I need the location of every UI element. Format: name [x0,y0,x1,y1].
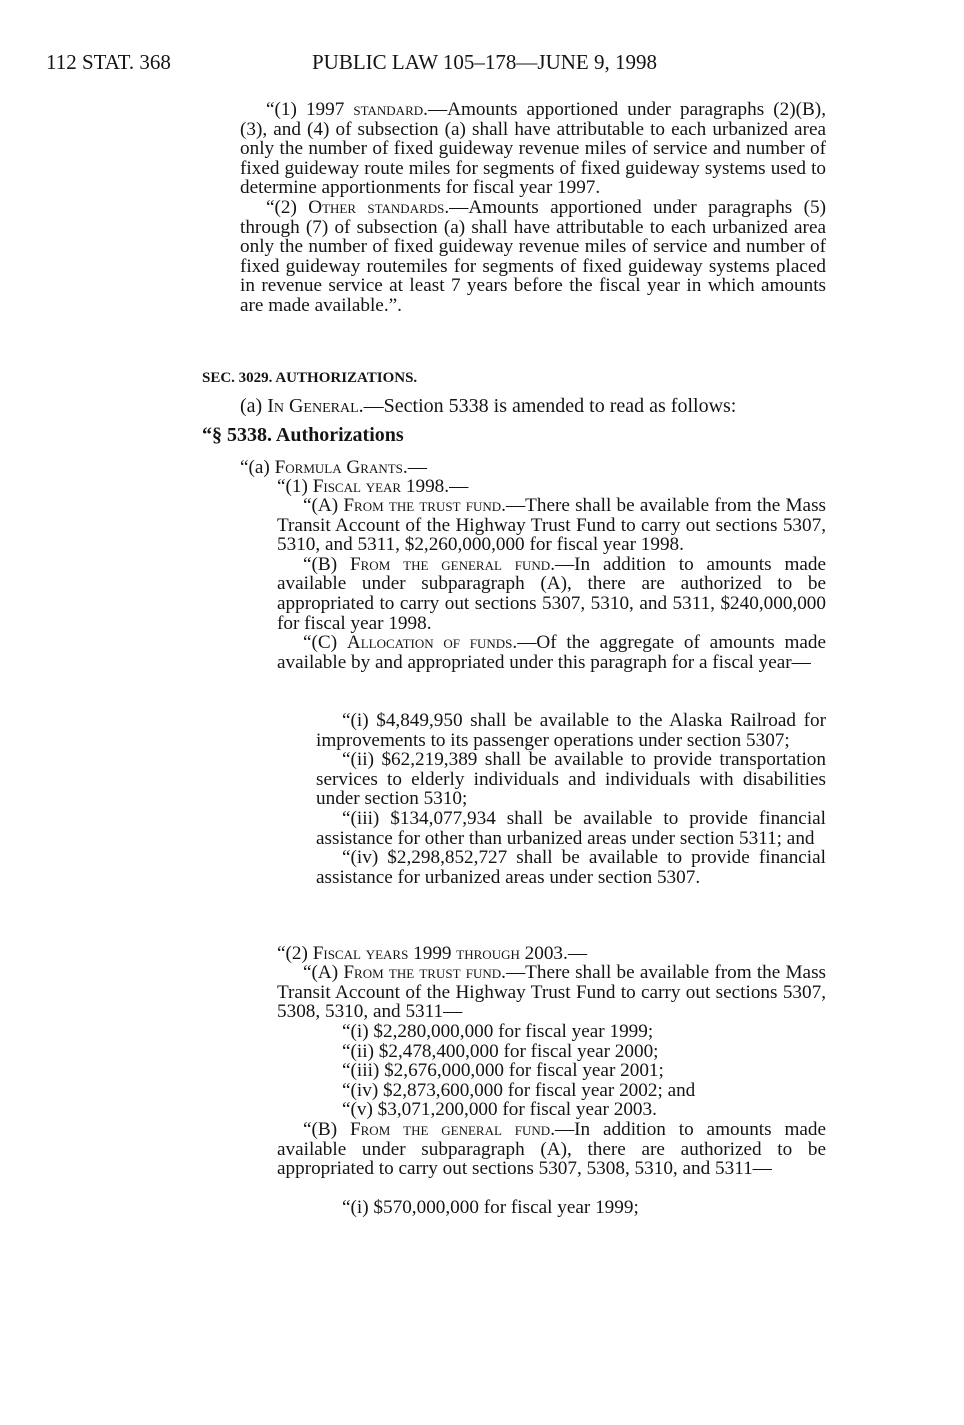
list-item: “(v) $3,071,200,000 for fiscal year 2003. [342,1099,657,1121]
clause-i-1999: “(i) $570,000,000 for fiscal year 1999; [342,1197,639,1218]
subparagraph-c-allocation: “(C) Allocation of funds.—Of the aggregate of amounts made available by and appropriated under this paragraph for a fiscal year— [277,632,827,673]
section-heading: SEC. 3029. AUTHORIZATIONS. [202,370,418,386]
clause-i-alaska-railroad: “(i) $4,849,950 shall be available to the Alaska Railroad for improvements to its passenger operations under section 5307; [316,710,826,751]
subparagraph-a-trust-fund: “(A) From the trust fund.—There shall be available from the Mass Transit Account of the Highway Trust Fund to carry out sections 5307, 5310, and 5311, $2,260,000,000 for fiscal year 1998. [277,495,827,556]
subparagraph-b-general-fund: “(B) From the general fund.—In addition to amounts made available under subparagraph (A), there are authorized to be appropriated to carry out sections 5307, 5310, and 5311, $240,000,000 for fiscal year 1998. [277,553,826,634]
subsection-in-general: (a) In General.—Section 5338 is amended to read as follows: [240,395,737,417]
list-item: “(ii) $2,478,400,000 for fiscal year 2000; [342,1040,659,1062]
allocation-clauses [316,711,826,887]
formula-grants-label: “(a) Formula Grants.— [240,457,427,478]
page-reference: 112 STAT. 368 [46,50,171,74]
standards-paragraphs [240,100,826,316]
paragraph-other-standards: “(2) Other standards.—Amounts apportioned under paragraphs (5) through (7) of subsection (a) shall have attributable to each urbanized area only the number of fixed guideway revenue miles of service and number of fixed guideway routemiles for segments of fixed guideway systems placed in revenue service at least 7 years before the fiscal year in which amounts are made available.”. [240,196,826,316]
fiscal-year-list [342,1022,695,1120]
fiscal-1998-subparagraphs [277,496,826,672]
fiscal-year-1998-label: “(1) Fiscal year 1998.— [277,476,469,497]
clause-iv-urbanized: “(iv) $2,298,852,727 shall be available to provide financial assistance for urbanized areas under section 5307. [316,847,826,888]
fiscal-years-1999-2003-label: “(2) Fiscal years 1999 through 2003.— [277,943,588,964]
paragraph-1997-standard: “(1) 1997 standard.—Amounts apportioned under paragraphs (2)(B), (3), and (4) of subsection (a) shall have attributable to each urbanized area only the number of fixed guideway revenue miles of service and number of fixed guideway route miles for segments of fixed guideway systems used to determine apportionments for fiscal year 1997. [240,99,826,199]
section-5338-title: “§ 5338. Authorizations [202,424,404,446]
list-item: “(iii) $2,676,000,000 for fiscal year 2001; [342,1060,664,1082]
subparagraph-b2-general-fund: “(B) From the general fund.—In addition to amounts made available under subparagraph (A), there are authorized to be appropriated to carry out sections 5307, 5308, 5310, and 5311— [277,1119,826,1180]
clause-ii-elderly: “(ii) $62,219,389 shall be available to provide transportation services to elderly individuals and individuals with disabilities under section 5310; [316,749,826,810]
clause-iii-nonurbanized: “(iii) $134,077,934 shall be available to provide financial assistance for other than urbanized areas under section 5311; and [316,807,826,849]
subparagraph-a2-trust-fund: “(A) From the trust fund.—There shall be available from the Mass Transit Account of the Highway Trust Fund to carry out sections 5307, 5308, 5310, and 5311— [277,962,827,1023]
list-item: “(i) $2,280,000,000 for fiscal year 1999; [342,1021,654,1042]
list-item: “(iv) $2,873,600,000 for fiscal year 2002; and [342,1079,696,1101]
running-head: PUBLIC LAW 105–178—JUNE 9, 1998 [312,50,658,74]
